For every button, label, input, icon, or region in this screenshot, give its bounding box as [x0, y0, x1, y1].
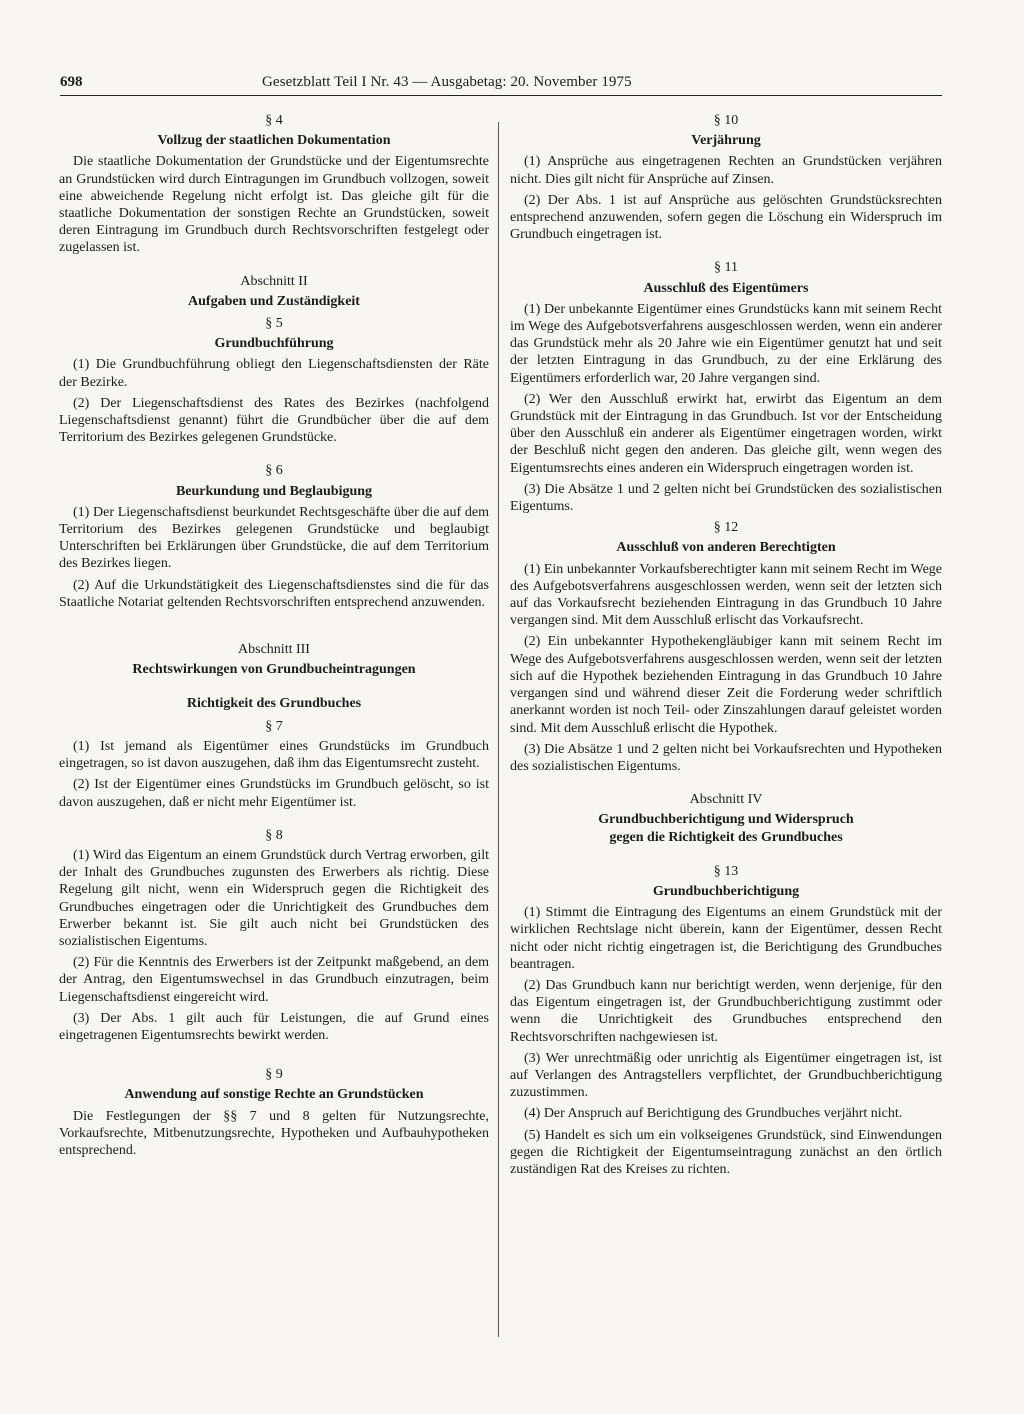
paragraph: (1) Ist jemand als Eigentümer eines Grundstücks im Grundbuch eingetragen, so ist davon auszugehen, daß ihm das Eigentumsrecht zusteht.: [59, 738, 489, 772]
section-number: § 5: [265, 316, 283, 332]
section-number: § 12: [713, 520, 739, 536]
paragraph: Die Festlegungen der §§ 7 und 8 gelten für Nutzungsrechte, Vorkaufsrechte, Mitbenutzungsrechte, Hypotheken und Aufbauhypotheken entsprechend.: [59, 1108, 489, 1158]
paragraph: (3) Die Absätze 1 und 2 gelten nicht bei Vorkaufsrechten und Hypotheken des sozialistischen Eigentums.: [510, 741, 942, 774]
paragraph: (2) Ein unbekannter Hypothekengläubiger kann mit seinem Recht im Wege des Aufgebotsverfahrens ausgeschlossen werden, wenn seit der letzten sich auf die Hypothek beziehenden Eintragung in das Grundbuch 10 Jahre vergangen sind und während dieser Zeit die Forderung weder schriftlich anerkannt worden ist noch Teil- oder Zinszahlungen darauf geleistet worden sind. Mit dem Ausschluß erlischt die Hypothek.: [510, 634, 942, 736]
section-title: Grundbuchberichtigung: [652, 883, 800, 899]
section-title: Ausschluß von anderen Berechtigten: [616, 540, 836, 556]
header-title: Gesetzblatt Teil I Nr. 43 — Ausgabetag: 20. November 1975: [262, 74, 632, 90]
page-number: 698: [60, 74, 83, 90]
left-column: [59, 112, 489, 1163]
chapter-label: Abschnitt III: [238, 642, 310, 658]
section-number: § 13: [713, 863, 739, 879]
paragraph: (1) Die Grundbuchführung obliegt den Liegenschaftsdiensten der Räte der Bezirke.: [59, 357, 489, 390]
chapter-label: Abschnitt II: [240, 273, 308, 289]
paragraph: (1) Wird das Eigentum an einem Grundstück durch Vertrag erworben, gilt der Inhalt des Grundbuches zugunsten des Erwerbers als richtig. Diese Regelung gilt nicht, wenn ein Widerspruch gegen die Richtigkeit des Grundbuches eingetragen oder die Unrichtigkeit des Grundbuches dem Erwerber bekannt ist. Sie gilt auch nicht bei Grundstücken des sozialistischen Eigentums.: [59, 847, 489, 949]
section-number: § 11: [714, 260, 738, 276]
section-title: Grundbuchführung: [214, 336, 334, 352]
paragraph: Die staatliche Dokumentation der Grundstücke und der Eigentumsrechte an Grundstücken wird durch Eintragungen im Grundbuch vollzogen, soweit eine abweichende Regelung nicht erfolgt ist. Das gleiche gilt für die staatliche Dokumentation der sonstigen Rechte an Grundstücken, soweit deren Eintragung im Grundbuch durch Rechtsvorschriften festgelegt oder zugelassen ist.: [59, 154, 489, 256]
section-number: § 7: [265, 718, 283, 734]
section-title: Verjährung: [691, 133, 761, 149]
paragraph: (1) Der Liegenschaftsdienst beurkundet Rechtsgeschäfte über die auf dem Territorium des Bezirkes gelegenen Grundstücke und beglaubigt Unterschriften bei Erklärungen über Grundstücke, die auf dem Territorium des Bezirkes liegen.: [59, 504, 489, 572]
paragraph: (3) Wer unrechtmäßig oder unrichtig als Eigentümer eingetragen ist, ist auf Verlangen des Antragstellers verpflichtet, der Grundbuchberichtigung zuzustimmen.: [510, 1050, 942, 1101]
paragraph: (2) Wer den Ausschluß erwirkt hat, erwirbt das Eigentum an dem Grundstück mit der Eintragung in das Grundbuch. Ist vor der Entscheidung über den Ausschluß ein anderer als Eigentümer eingetragen worden, wirkt der Beschluß nicht gegen den anderen. Das gleiche gilt, wenn wegen des Eigentumsrechts eines anderen ein Widerspruch eingetragen worden ist.: [510, 391, 942, 476]
section-title: Vollzug der staatlichen Dokumentation: [157, 133, 391, 149]
paragraph: (1) Ansprüche aus eingetragenen Rechten an Grundstücken verjähren nicht. Dies gilt nicht für Ansprüche auf Zinsen.: [510, 154, 942, 187]
chapter-title: Aufgaben und Zuständigkeit: [188, 293, 360, 309]
section-number: § 10: [713, 113, 739, 128]
paragraph: (5) Handelt es sich um ein volkseigenes Grundstück, sind Einwendungen gegen die Richtigkeit der Eigentumseintragung zunächst an den örtlich zuständigen Rat des Kreises zu richten.: [510, 1127, 942, 1177]
paragraph: (2) Das Grundbuch kann nur berichtigt werden, wenn derjenige, für den das Eigentum eingetragen ist, der Grundbuchberichtigung zustimmt oder wenn die Unrichtigkeit des Grundbuches entsprechend den Rechtsvorschriften nachgewiesen ist.: [510, 977, 942, 1045]
section-title: Ausschluß des Eigentümers: [643, 280, 809, 296]
header-rule: [60, 95, 942, 96]
paragraph: (1) Der unbekannte Eigentümer eines Grundstücks kann mit seinem Recht im Wege des Aufgebotsverfahrens ausgeschlossen werden, wenn ein anderer das Grundstück mehr als 20 Jahre wie ein Eigentümer genutzt hat und seit der letzten Eintragung in das Grundbuch, zu der eine Erklärung des Eigentümers erforderlich war, 20 Jahre vergangen sind.: [510, 301, 942, 386]
section-title: Beurkundung und Beglaubigung: [175, 483, 373, 499]
paragraph: (3) Die Absätze 1 und 2 gelten nicht bei Grundstücken des sozialistischen Eigentums.: [510, 481, 942, 515]
section-number: § 6: [265, 463, 283, 479]
section-number: § 4: [265, 113, 283, 128]
paragraph: (4) Der Anspruch auf Berichtigung des Grundbuches verjährt nicht.: [524, 1106, 903, 1122]
paragraph: (2) Auf die Urkundstätigkeit des Liegenschaftsdienstes sind die für das Staatliche Notariat geltenden Rechtsvorschriften entsprechend anzuwenden.: [59, 577, 489, 610]
section-number: § 8: [265, 827, 283, 843]
subheading: Richtigkeit des Grundbuches: [186, 696, 362, 712]
paragraph: (1) Ein unbekannter Vorkaufsberechtigter kann mit seinem Recht im Wege des Aufgebotsverfahrens ausgeschlossen werden, wenn seit der letzten sich auf das Vorkaufsrecht beziehenden Eintragung in das Grundbuch 10 Jahre vergangen sind. Mit dem Ausschluß erlischt das Vorkaufsrecht.: [510, 561, 942, 629]
chapter-title: Grundbuchberichtigung und Widerspruch: [598, 812, 854, 828]
paragraph: (2) Der Abs. 1 ist auf Ansprüche aus gelöschten Grundstücksrechten entsprechend anzuwenden, sofern gegen die Löschung ein Widerspruch im Grundbuch eingetragen ist.: [510, 192, 942, 243]
chapter-title-line2: gegen die Richtigkeit des Grundbuches: [609, 829, 843, 845]
paragraph: (2) Für die Kenntnis des Erwerbers ist der Zeitpunkt maßgebend, an dem der Antrag, den Eigentumswechsel in das Grundbuch einzutragen, beim Liegenschaftsdienst eingereicht wird.: [59, 955, 489, 1005]
chapter-label: Abschnitt IV: [689, 792, 763, 808]
chapter-title: Rechtswirkungen von Grundbucheintragungen: [132, 662, 416, 678]
section-number: § 9: [265, 1067, 283, 1083]
section-title: Anwendung auf sonstige Rechte an Grundstücken: [124, 1087, 424, 1103]
paragraph: (2) Der Liegenschaftsdienst des Rates des Bezirkes (nachfolgend Liegenschaftsdienst genannt) führt die Grundbücher über die auf dem Territorium des Bezirkes gelegenen Grundstücke.: [59, 395, 489, 446]
right-column: [510, 112, 942, 1182]
paragraph: (3) Der Abs. 1 gilt auch für Leistungen, die auf Grund eines eingetragenen Eigentumsrechts bewirkt werden.: [59, 1010, 489, 1043]
column-divider: [498, 122, 499, 1337]
paragraph: (2) Ist der Eigentümer eines Grundstücks im Grundbuch gelöscht, so ist davon auszugehen, daß er nicht mehr Eigentümer ist.: [59, 777, 489, 810]
paragraph: (1) Stimmt die Eintragung des Eigentums an einem Grundstück mit der wirklichen Rechtslage nicht überein, kann der Eigentümer, dessen Recht nicht oder nicht richtig eingetragen ist, die Berichtigung des Grundbuches beantragen.: [510, 905, 942, 972]
page-header: [60, 74, 942, 94]
